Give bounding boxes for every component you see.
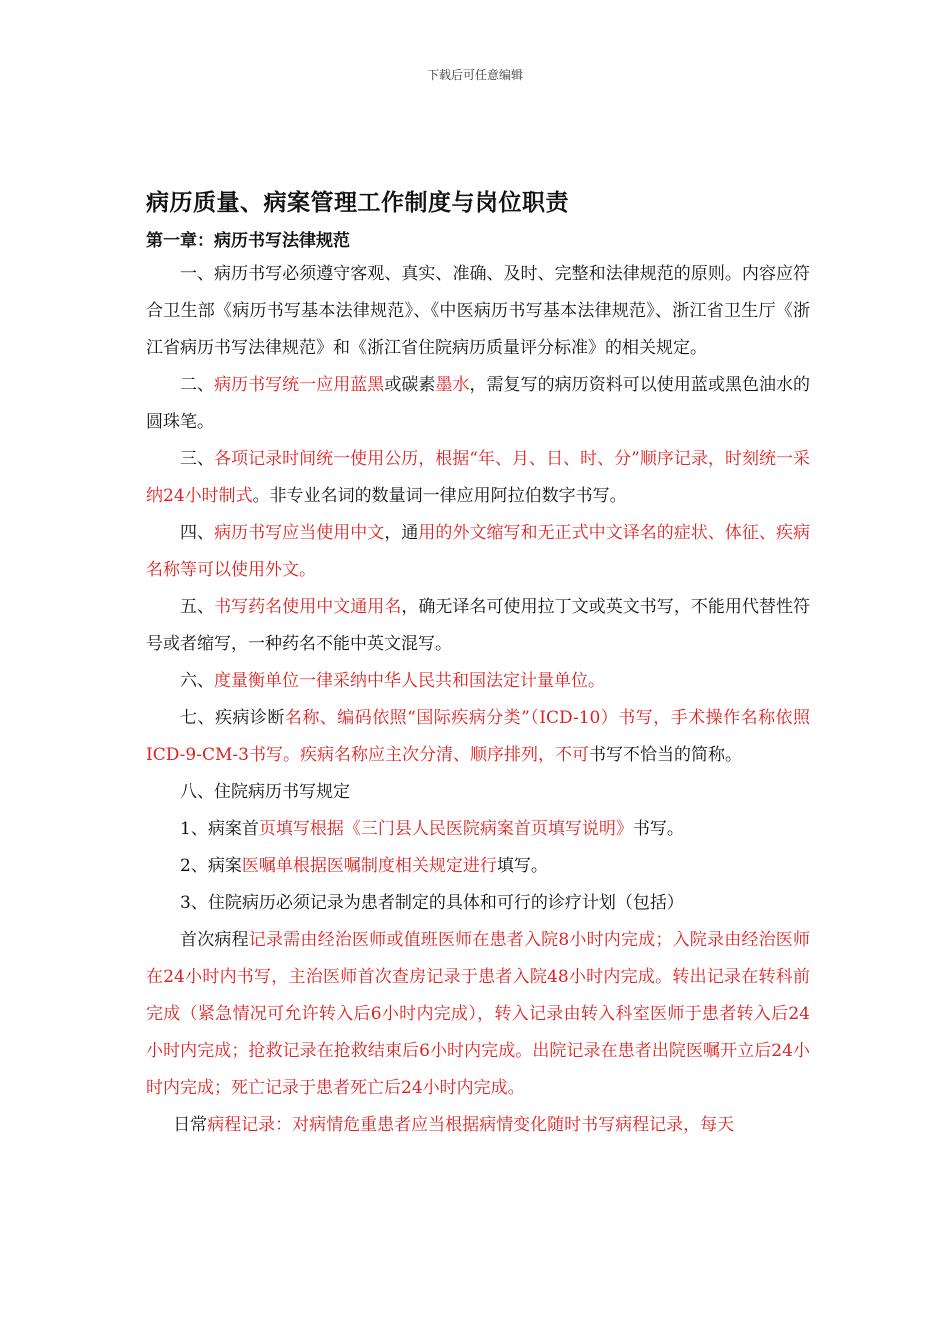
highlighted-text: 页填写根据《三门县人民医院病案首页填写说明》 bbox=[258, 819, 633, 839]
highlighted-text: 病历书写应当使用中文 bbox=[214, 523, 385, 543]
body-text: ，确无译名可使用拉丁文或英文书写，不能用代替性符号或者缩写，一种药名不能中英文混写。 bbox=[146, 597, 811, 654]
body-text: 2、病案 bbox=[180, 856, 242, 876]
body-text: 三、 bbox=[180, 449, 215, 469]
paragraph bbox=[146, 848, 810, 885]
body-text: ，通 bbox=[384, 523, 419, 543]
document-title: 病历质量、病案管理工作制度与岗位职责 bbox=[146, 189, 569, 216]
paragraph bbox=[146, 700, 810, 774]
paragraph bbox=[146, 922, 810, 1107]
body-text: 书写。 bbox=[632, 819, 684, 839]
highlighted-text: 度量衡单位一律采纳中华人民共和国法定计量单位。 bbox=[214, 671, 605, 691]
paragraph bbox=[146, 256, 810, 367]
body-text: 八、住院病历书写规定 bbox=[180, 782, 350, 802]
paragraph bbox=[146, 367, 810, 441]
highlighted-text: 记录需由经治医师或值班医师在患者入院8小时内完成；入院录由经治医师在24小时内书写，主治医师首次查房记录于患者入院48小时内完成。转出记录在转科前完成（紧急情况可允许转入后6小时内完成），转入记录由转入科室医师于患者转入后24小时内完成；抢救记录在抢救结束后6小时内完成。出院记录在患者出院医嘱开立后24小时内完成；死亡记录于患者死亡后24小时内完成。 bbox=[146, 930, 810, 1098]
body-text: 。非专业名词的数量词一律应用阿拉伯数字书写。 bbox=[252, 486, 627, 506]
paragraph bbox=[146, 441, 810, 515]
body-text: 二、 bbox=[180, 375, 215, 395]
body-text: 首次病程 bbox=[180, 930, 249, 950]
highlighted-text: 用的外文缩写和无正式中文译名的症状、体征、疾病名称等可以使用外文。 bbox=[146, 523, 811, 580]
body-text: 1、病案首 bbox=[180, 819, 259, 839]
paragraph bbox=[146, 885, 810, 922]
body-text: 五、 bbox=[180, 597, 215, 617]
body-text: 六、 bbox=[180, 671, 214, 691]
chapter-heading: 第一章：病历书写法律规范 bbox=[146, 231, 350, 251]
body-text: 一、病历书写必须遵守客观、真实、准确、及时、完整和法律规范的原则。内容应符合卫生部《病历书写基本法律规范》、《中医病历书写基本法律规范》、浙江省卫生厅《浙江省病历书写法律规范》和《浙江省住院病历质量评分标准》的相关规定。 bbox=[146, 264, 810, 358]
paragraph bbox=[146, 1107, 810, 1144]
paragraph bbox=[146, 774, 810, 811]
highlighted-text: 医嘱单根据医嘱制度相关规定进行 bbox=[241, 856, 497, 876]
highlighted-text: 名称、编码依照“国际疾病分类”（ICD-10）书写，手术操作名称依照ICD-9-CM-3书写。疾病名称应主次分清、顺序排列，不可 bbox=[146, 708, 810, 765]
body-text: 书写不恰当的简称。 bbox=[588, 745, 742, 765]
body-text: 四、 bbox=[180, 523, 215, 543]
body-text: 填写。 bbox=[496, 856, 548, 876]
body-text: 3、住院病历必须记录为患者制定的具体和可行的诊疗计划（包括） bbox=[180, 893, 684, 913]
highlighted-text: 病历书写统一应用蓝黑 bbox=[214, 375, 385, 395]
paragraph bbox=[146, 589, 810, 663]
highlighted-text: 墨水 bbox=[435, 375, 470, 395]
highlighted-text: 各项记录时间统一使用公历，根据“年、月、日、时、分”顺序记录，时刻统一采纳24小时制式 bbox=[146, 449, 811, 506]
document-body bbox=[146, 256, 810, 1144]
body-text: 日常 bbox=[173, 1115, 208, 1135]
paragraph bbox=[146, 663, 810, 700]
highlighted-text: 书写药名使用中文通用名 bbox=[214, 597, 402, 617]
body-text: ，需复写的病历资料可以使用蓝或黑色油水的圆珠笔。 bbox=[146, 375, 811, 432]
paragraph bbox=[146, 811, 810, 848]
paragraph bbox=[146, 515, 810, 589]
header-note: 下载后可任意编辑 bbox=[426, 68, 523, 82]
body-text: 或碳素 bbox=[384, 375, 436, 395]
highlighted-text: 病程记录：对病情危重患者应当根据病情变化随时书写病程记录，每天 bbox=[207, 1115, 735, 1135]
body-text: 七、疾病诊断 bbox=[180, 708, 285, 728]
